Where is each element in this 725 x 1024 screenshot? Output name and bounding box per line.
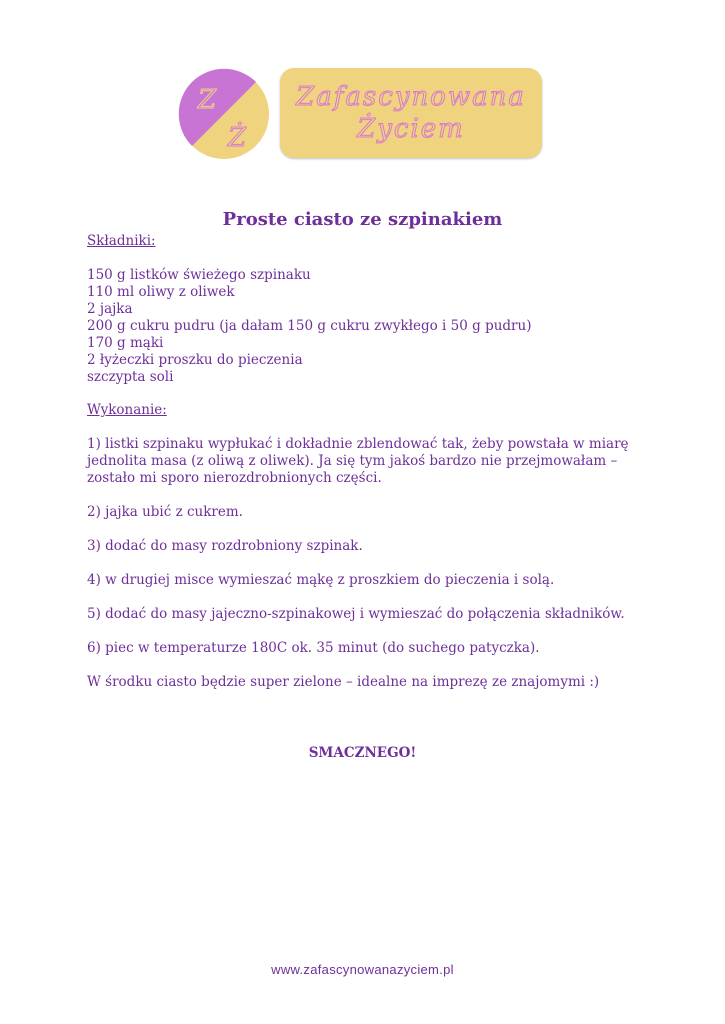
site-logo <box>178 66 546 162</box>
recipe-title: Proste ciasto ze szpinakiem <box>222 209 503 230</box>
logo-text-line1: Zafascynowana <box>296 82 526 112</box>
ingredient-item: 2 jajka <box>87 301 133 317</box>
logo-letter-z: Z <box>198 85 217 115</box>
ingredients-heading: Składniki: <box>87 233 156 249</box>
method-step: 3) dodać do masy rozdrobniony szpinak. <box>87 538 363 554</box>
logo-circle-emblem <box>178 68 270 160</box>
ingredient-item: 200 g cukru pudru (ja dałam 150 g cukru zwykłego i 50 g pudru) <box>87 318 532 334</box>
method-step: 1) listki szpinaku wypłukać i dokładnie zblendować tak, żeby powstała w miarę jednolita masa (z oliwą z oliwek). Ja się tym jakoś bardzo nie przejmowałam – zostało mi sporo nierozdrobnionych części. <box>87 436 629 486</box>
closing-text: SMACZNEGO! <box>308 745 417 761</box>
ingredient-item: 110 ml oliwy z oliwek <box>87 284 235 300</box>
logo-letter-z-dot: Ż <box>228 123 247 153</box>
logo-badge <box>280 68 542 158</box>
logo-text-line2: Życiem <box>357 114 465 144</box>
ingredients-list <box>87 267 647 386</box>
ingredient-item: 150 g listków świeżego szpinaku <box>87 267 311 283</box>
method-step: 2) jajka ubić z cukrem. <box>87 504 243 520</box>
ingredient-item: 170 g mąki <box>87 335 164 351</box>
serving-note: W środku ciasto będzie super zielone – idealne na imprezę ze znajomymi :) <box>87 674 600 690</box>
ingredient-item: 2 łyżeczki proszku do pieczenia <box>87 352 303 368</box>
method-heading: Wykonanie: <box>87 402 167 418</box>
footer-url[interactable]: www.zafascynowanazyciem.pl <box>271 962 454 977</box>
ingredient-item: szczypta soli <box>87 369 174 385</box>
recipe-content <box>87 233 647 691</box>
method-step: 6) piec w temperaturze 180C ok. 35 minut (do suchego patyczka). <box>87 640 540 656</box>
method-step: 5) dodać do masy jajeczno-szpinakowej i wymieszać do połączenia składników. <box>87 606 625 622</box>
method-step: 4) w drugiej misce wymieszać mąkę z proszkiem do pieczenia i solą. <box>87 572 555 588</box>
